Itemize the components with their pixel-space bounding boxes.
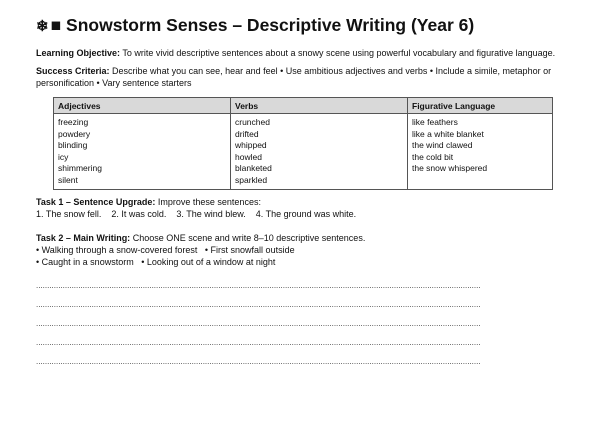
header-adjectives: Adjectives <box>54 98 231 114</box>
task1-label: Task 1 – Sentence Upgrade: <box>36 197 156 207</box>
writing-lines <box>36 281 581 376</box>
learning-objective-label: Learning Objective: <box>36 48 121 58</box>
list-item: crunched <box>235 117 270 127</box>
writing-line[interactable]: ........................................................................................................................................................................................................ <box>36 357 481 366</box>
list-item: the cold bit <box>412 151 454 162</box>
list-item: whipped <box>235 140 267 150</box>
success-criteria <box>36 65 581 89</box>
list-item: blinding <box>58 140 88 150</box>
title-text: Snowstorm Senses – Descriptive Writing (Year 6) <box>66 15 475 35</box>
header-figurative-language: Figurative Language <box>408 98 553 114</box>
square-icon: ■ <box>50 15 62 35</box>
success-criteria-label: Success Criteria: <box>36 66 110 76</box>
figurative-cell <box>408 114 553 190</box>
list-item: the wind clawed <box>412 140 473 150</box>
list-item: silent <box>58 174 78 185</box>
writing-line[interactable]: ........................................................................................................................................................................................................ <box>36 319 481 328</box>
list-item: howled <box>235 151 262 162</box>
worksheet-page <box>36 14 581 376</box>
list-item: like a white blanket <box>412 128 484 139</box>
task2-options-line1: • Walking through a snow-covered forest • First snowfall outside <box>36 245 295 255</box>
list-item: sparkled <box>235 174 268 185</box>
writing-line[interactable]: ........................................................................................................................................................................................................ <box>36 338 481 347</box>
task1-heading <box>36 196 581 208</box>
writing-line[interactable]: ........................................................................................................................................................................................................ <box>36 281 481 290</box>
task2-label: Task 2 – Main Writing: <box>36 233 131 243</box>
list-item: icy <box>58 151 69 162</box>
success-criteria-text: Describe what you can see, hear and feel • Use ambitious adjectives and verbs • Include a simile, metaphor or personification • Vary sentence starters <box>36 66 552 88</box>
header-verbs: Verbs <box>231 98 408 114</box>
list-item: freezing <box>58 117 89 127</box>
task2-heading <box>36 232 581 244</box>
adjectives-cell <box>54 114 231 190</box>
list-item: drifted <box>235 128 259 139</box>
snowflake-icon: ❄ <box>36 18 49 35</box>
task1-sentences: 1. The snow fell. 2. It was cold. 3. The wind blew. 4. The ground was white. <box>36 209 357 219</box>
list-item: powdery <box>58 128 91 139</box>
learning-objective-text: To write vivid descriptive sentences about a snowy scene using powerful vocabulary and figurative language. <box>120 48 556 58</box>
list-item: blanketed <box>235 163 272 173</box>
task2-options-line2: • Caught in a snowstorm • Looking out of a window at night <box>36 257 276 267</box>
task2-text: Choose ONE scene and write 8–10 descriptive sentences. <box>130 233 366 243</box>
list-item: the snow whispered <box>412 163 488 173</box>
task1-text: Improve these sentences: <box>155 197 261 207</box>
verbs-cell <box>231 114 408 190</box>
writing-line[interactable]: ........................................................................................................................................................................................................ <box>36 300 481 309</box>
page-title <box>36 14 581 38</box>
list-item: shimmering <box>58 163 102 173</box>
list-item: like feathers <box>412 117 458 127</box>
word-bank-table <box>53 97 553 190</box>
learning-objective <box>36 47 581 59</box>
table-row <box>54 114 553 190</box>
table-header-row <box>54 98 553 114</box>
